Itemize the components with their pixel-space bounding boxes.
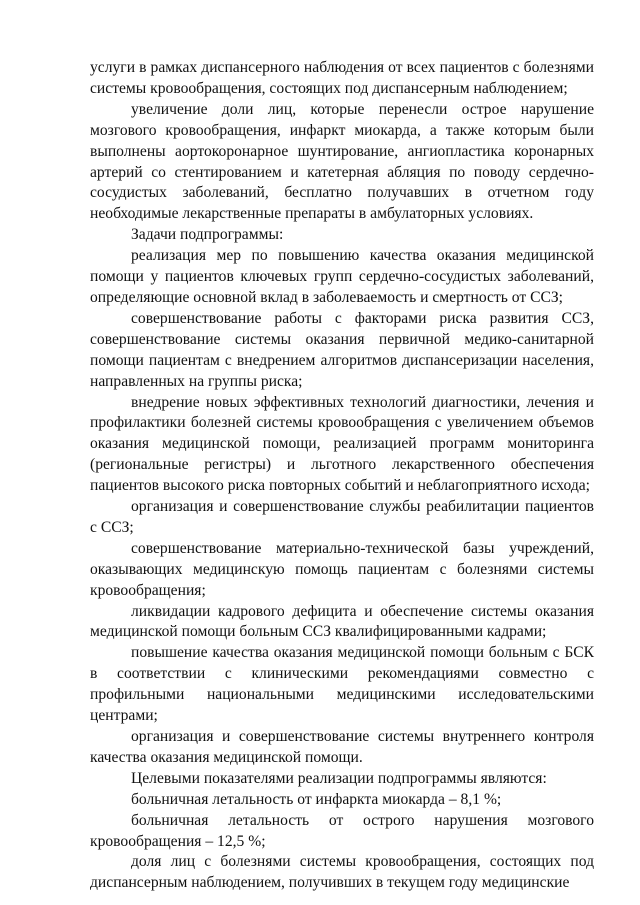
- document-page: [90, 58, 594, 894]
- paragraph-indicators-heading: Целевыми показателями реализации подпрограммы являются:: [131, 769, 547, 787]
- paragraph-indicator-stroke-mortality: больничная летальность от острого нарушения мозгового кровообращения – 12,5 %;: [90, 811, 594, 850]
- paragraph-task-internal-control: организация и совершенствование системы внутреннего контроля качества оказания медицинской помощи.: [90, 728, 594, 766]
- paragraph-task-clinical-guidelines: повышение качества оказания медицинской помощи больным с БСК в соответствии с клиническими рекомендациями совместно с профильными национальными медицинскими исследовательскими центрами;: [90, 644, 594, 725]
- paragraph-indicator-dispensary-share: доля лиц с болезнями системы кровообращения, состоящих под диспансерным наблюдением, получивших в текущем году медицинские: [90, 853, 594, 892]
- paragraph-indicator-mi-mortality: больничная летальность от инфаркта миокарда – 8,1 %;: [131, 790, 502, 808]
- paragraph-tasks-heading: Задачи подпрограммы:: [131, 226, 284, 244]
- paragraph-goal-drug-coverage: увеличение доли лиц, которые перенесли острое нарушение мозгового кровообращения, инфаркт миокарда, а также которым были выполнены аортокоронарное шунтирование, ангиопластика коронарных артерий со стентированием и катетерная абляция по поводу сердечно-сосудистых заболеваний, бесплатно получавших в отчетном году необходимые лекарственные препараты в амбулаторных условиях.: [90, 100, 594, 223]
- paragraph-task-new-technologies: внедрение новых эффективных технологий диагностики, лечения и профилактики болезней системы кровообращения с увеличением объемов оказания медицинской помощи, реализацией программ мониторинга (региональные регистры) и льготного лекарственного обеспечения пациентов высокого риска повторных событий и неблагоприятного исхода;: [90, 393, 594, 495]
- paragraph-task-rehabilitation: организация и совершенствование службы реабилитации пациентов с ССЗ;: [90, 498, 594, 536]
- paragraph-task-staffing: ликвидации кадрового дефицита и обеспечение системы оказания медицинской помощи больным ССЗ квалифицированными кадрами;: [90, 602, 594, 641]
- paragraph-task-risk-factors: совершенствование работы с факторами риска развития ССЗ, совершенствование системы оказания первичной медико-санитарной помощи пациентам с внедрением алгоритмов диспансеризации населения, направленных на группы риска;: [90, 309, 594, 390]
- paragraph-continuation: услуги в рамках диспансерного наблюдения от всех пациентов с болезнями системы кровообращения, состоящих под диспансерным наблюдением;: [90, 59, 594, 97]
- paragraph-task-quality-key-groups: реализация мер по повышению качества оказания медицинской помощи у пациентов ключевых групп сердечно-сосудистых заболеваний, определяющие основной вклад в заболеваемость и смертность от ССЗ;: [90, 247, 594, 306]
- paragraph-task-material-base: совершенствование материально-технической базы учреждений, оказывающих медицинскую помощь пациентам с болезнями системы кровообращения;: [90, 539, 594, 599]
